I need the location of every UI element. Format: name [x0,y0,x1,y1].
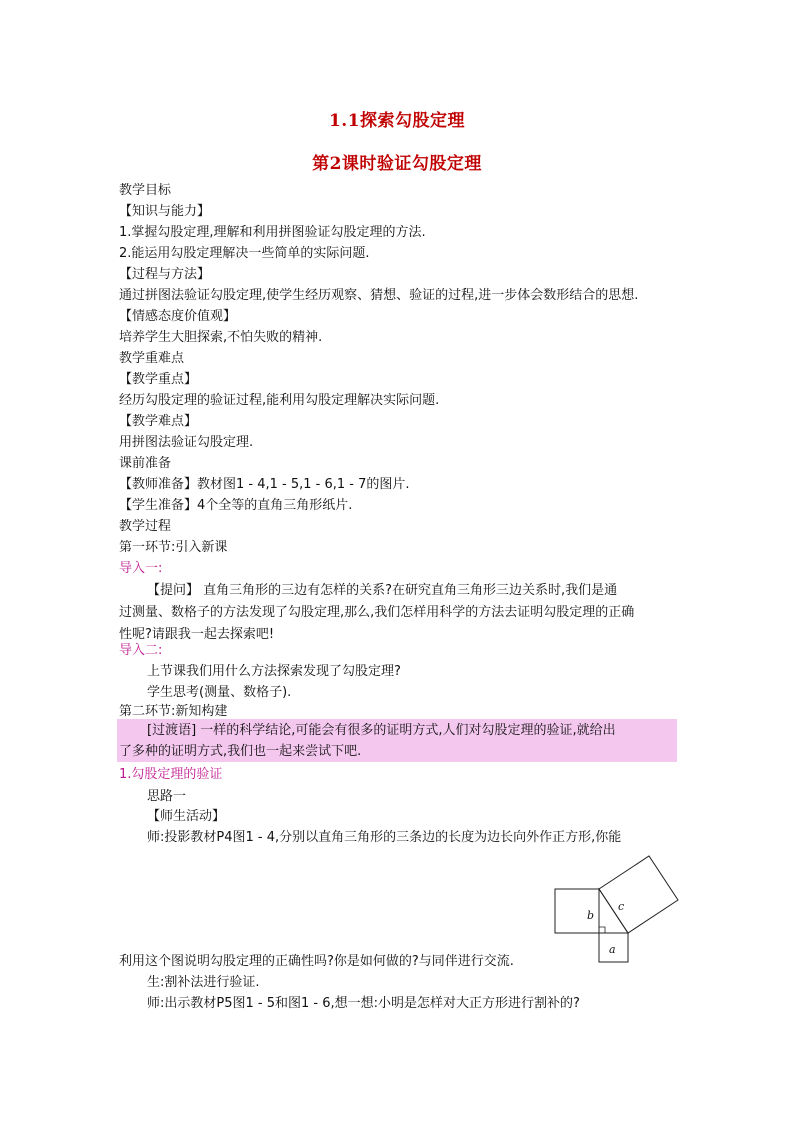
student-response: 生:割补法进行验证. [147,975,260,990]
heading-activity: 【师生活动】 [147,809,226,824]
teacher-prompt-2: 师:出示教材P5图1 - 5和图1 - 6,想一想:小明是怎样对大正方形进行割补的? [147,996,580,1011]
teacher-preparation: 【教师准备】教材图1 - 4,1 - 5,1 - 6,1 - 7的图片. [119,477,410,492]
section-objectives: 教学目标 [119,183,172,198]
pythagoras-squares-figure [553,853,693,965]
intro-2-answer: 学生思考(测量、数格子). [147,685,292,700]
square-c [599,856,678,933]
heading-process: 【过程与方法】 [119,267,211,282]
process-text: 通过拼图法验证勾股定理,使学生经历观察、猜想、验证的过程,进一步体会数形结合的思想. [119,288,639,303]
lesson-title: 1.1探索勾股定理 [328,111,466,131]
teacher-prompt-1: 师:投影教材P4图1 - 4,分别以直角三角形的三条边的长度为边长向外作正方形,你能 [147,830,622,845]
step-2-heading: 第二环节:新知构建 [119,704,228,719]
objective-1: 1.掌握勾股定理,理解和利用拼图验证勾股定理的方法. [119,225,426,240]
label-b: b [587,909,595,922]
lesson-subtitle: 第2课时验证勾股定理 [312,154,482,174]
key-text: 经历勾股定理的验证过程,能利用勾股定理解决实际问题. [119,393,440,408]
heading-attitude: 【情感态度价值观】 [119,309,237,324]
intro-2-label: 导入二: [119,643,163,658]
heading-verification: 1.勾股定理的验证 [119,767,223,782]
heading-key: 【教学重点】 [119,372,198,387]
intro-1-para-2: 过测量、数格子的方法发现了勾股定理,那么,我们怎样用科学的方法去证明勾股定理的正确 [119,605,635,620]
objective-2: 2.能运用勾股定理解决一些简单的实际问题. [119,246,370,261]
heading-knowledge: 【知识与能力】 [119,204,211,219]
intro-1-label: 导入一: [119,561,163,576]
label-c: c [618,900,625,913]
intro-1-para-1: 【提问】 直角三角形的三边有怎样的关系?在研究直角三角形三边关系时,我们是通 [147,583,618,598]
transition-highlight [117,719,677,762]
heading-difficulty: 【教学难点】 [119,414,198,429]
label-a: a [609,943,616,956]
section-preparation: 课前准备 [119,456,172,471]
section-key-points: 教学重难点 [119,351,185,366]
right-angle-mark [599,927,605,933]
student-preparation: 【学生准备】4个全等的直角三角形纸片. [119,498,353,513]
step-1-heading: 第一环节:引入新课 [119,540,228,555]
attitude-text: 培养学生大胆探索,不怕失败的精神. [119,330,323,345]
intro-1-para-3: 性呢?请跟我一起去探索吧! [119,627,275,642]
intro-2-question: 上节课我们用什么方法探索发现了勾股定理? [147,664,401,679]
transition-line-1: [过渡语] 一样的科学结论,可能会有很多的证明方式,人们对勾股定理的验证,就给出 [147,723,616,738]
idea-one: 思路一 [147,789,187,804]
difficulty-text: 用拼图法验证勾股定理. [119,435,254,450]
transition-line-2: 了多种的证明方式,我们也一起来尝试下吧. [119,744,362,759]
section-process: 教学过程 [119,519,172,534]
teacher-prompt-1-continued: 利用这个图说明勾股定理的正确性吗?你是如何做的?与同伴进行交流. [119,954,514,969]
